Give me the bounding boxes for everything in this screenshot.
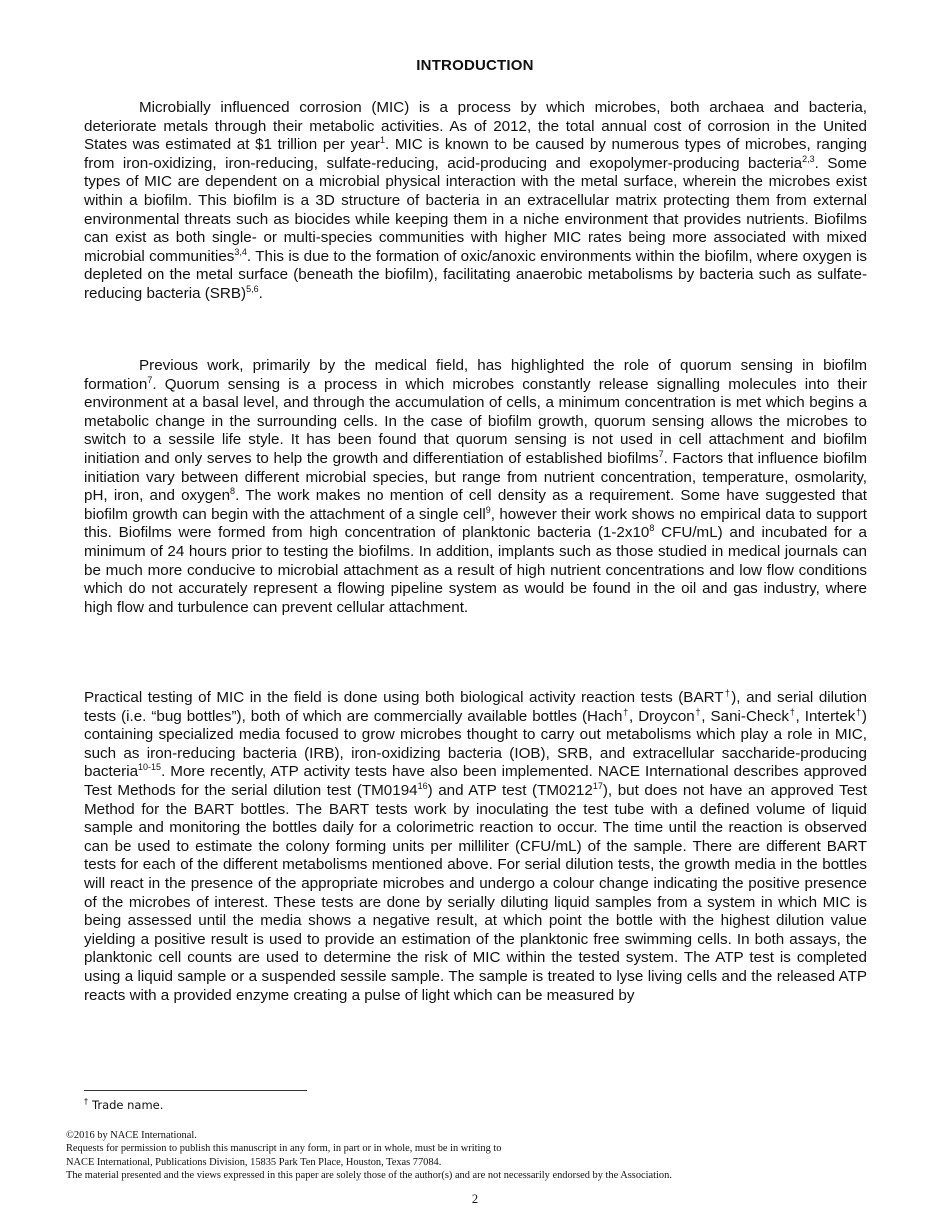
section-heading: INTRODUCTION	[416, 57, 534, 74]
footnote-mark: †	[84, 1097, 88, 1106]
footnote-text: Trade name.	[92, 1098, 164, 1112]
copyright-line: ©2016 by NACE International.	[66, 1130, 197, 1141]
citation: 7	[147, 374, 153, 385]
citation: 17	[592, 780, 603, 791]
text-span: . More recently, ATP activity tests have also been implemented. NACE International describes approved Test Methods for the serial dilution test (TM0194	[84, 763, 867, 799]
citation: 5,6	[246, 283, 259, 294]
text-span: ), and serial dilution tests (i.e. “bug bottles”), both of which are commercially available bottles (Hach	[84, 689, 867, 725]
citation: 3,4	[234, 246, 247, 257]
trademark-dagger: †	[622, 706, 629, 717]
text-span: . Factors that influence biofilm initiation vary between different microbial species, but range from nutrient concentration, temperature, osmolarity, pH, iron, and oxygen	[84, 449, 867, 505]
text-span: .	[258, 284, 263, 302]
citation: 8	[649, 523, 655, 534]
text-span: Microbially influenced corrosion (MIC) is a process by which microbes, both archaea and bacteria, deteriorate metals through their metabolic activities. As of 2012, the total annual cost of corrosion in the United States was estimated at $1 trillion per year	[84, 99, 867, 154]
text-span: , Intertek	[795, 707, 856, 725]
paragraph-quorum-sensing	[84, 357, 867, 617]
copyright-line: NACE International, Publications Division, 15835 Park Ten Place, Houston, Texas 77084.	[66, 1156, 442, 1168]
paragraph-mic-overview	[84, 99, 867, 304]
citation: 8	[230, 486, 236, 497]
text-span: , Sani-Check	[701, 707, 789, 725]
paragraph-practical-testing	[84, 689, 867, 1005]
trademark-dagger: †	[789, 706, 796, 717]
citation: 7	[658, 448, 664, 459]
text-span: . This is due to the formation of oxic/anoxic environments within the biofilm, where oxygen is depleted on the metal surface (beneath the biofilm), facilitating anaerobic metabolisms by bacteria such as sulfate-reducing bacteria (SRB)	[84, 247, 867, 302]
footnote-divider	[84, 1090, 307, 1091]
citation: 2,3	[802, 153, 815, 164]
text-span: CFU/mL) and incubated for a minimum of 24 hours prior to testing the biofilms. In addition, implants such as those studied in medical journals can be much more conducive to microbial attachment as a result of high nutrient concentrations and low flow conditions which do not accurately represent a flowing pipeline system as would be found in the oil and gas industry, where high flow and turbulence can prevent cellular attachment.	[84, 524, 867, 616]
text-span: . Some types of MIC are dependent on a microbial physical interaction with the metal surface, wherein the microbes exist within a biofilm. This biofilm is a 3D structure of bacteria in an extracellular matrix protecting them from external environmental threats such as biocides while keeping them in a niche environment that provides nutrients. Biofilms can exist as both single- or multi-species communities with higher MIC rates being more associated with mixed microbial communities	[84, 154, 868, 265]
citation: 10-15	[138, 762, 162, 773]
citation: 1	[380, 135, 386, 146]
footnote	[84, 1098, 163, 1112]
trademark-dagger: †	[855, 706, 862, 717]
trademark-dagger: †	[694, 706, 702, 717]
copyright-line: The material presented and the views expressed in this paper are solely those of the author(s) and are not necessarily endorsed by the Association.	[66, 1169, 672, 1181]
text-span: ) containing specialized media focused to grow microbes thought to carry out metabolisms which play a role in MIC, such as iron-reducing bacteria (IRB), iron-oxidizing bacteria (IOB), SRB, and extracellular saccharide-producing bacteria	[84, 707, 867, 781]
text-span: . Quorum sensing is a process in which microbes constantly release signalling molecules into their environment at a basal level, and through the accumulation of cells, a minimum concentration is met which begins a metabolic change in the surrounding cells. In the case of biofilm growth, quorum sensing allows the microbes to switch to a sessile life style. It has been found that quorum sensing is not used in cell attachment and biofilm initiation and only serves to help the growth and differentiation of established biofilms	[84, 375, 867, 467]
citation: 16	[417, 780, 428, 791]
text-span: , Droycon	[629, 707, 695, 725]
text-span: ) and ATP test (TM0212	[427, 781, 593, 799]
text-span: . The work makes no mention of cell density as a requirement. Some have suggested that biofilm growth can begin with the attachment of a single cell	[84, 487, 867, 523]
citation: 9	[485, 504, 491, 515]
text-span: Practical testing of MIC in the field is done using both biological activity reaction tests (BART	[84, 689, 724, 706]
text-span: ), but does not have an approved Test Method for the BART bottles. The BART tests work by inoculating the test tube with a defined volume of liquid sample and monitoring the bottles daily for a colorimetric reaction to occur. The time until the reaction is observed can be used to estimate the colony forming units per milliliter (CFU/mL) of the sample. There are different BART tests for each of the different metabolisms mentioned above. For serial dilution tests, the growth media in the bottles will react in the presence of the appropriate microbes and undergo a colour change indicating the positive presence of the microbes of interest. These tests are done by serially diluting liquid samples from a system in which MIC is being assessed until the media shows a negative result, at which point the bottle with the highest dilution value yielding a positive result is used to provide an estimation of the planktonic free swimming cells. In both assays, the planktonic cell counts are used to determine the risk of MIC within the tested system. The ATP test is completed using a liquid sample or a suspended sessile sample. The sample is treated to lyse living cells and the released ATP reacts with a provided enzyme creating a pulse of light which can be measured by	[84, 781, 867, 1004]
page-number: 2	[471, 1192, 479, 1206]
text-span: , however their work shows no empirical data to support this. Biofilms were formed from high concentration of planktonic bacteria (1-2x10	[84, 505, 867, 542]
text-span: . MIC is known to be caused by numerous types of microbes, ranging from iron-oxidizing, iron-reducing, sulfate-reducing, acid-producing and exopolymer-producing bacteria	[84, 136, 867, 172]
text-span: Previous work, primarily by the medical field, has highlighted the role of quorum sensing in biofilm formation	[84, 357, 867, 393]
trademark-dagger: †	[723, 688, 732, 698]
copyright-notice	[66, 1129, 886, 1182]
copyright-line: Requests for permission to publish this manuscript in any form, in part or in whole, must be in writing to	[66, 1143, 502, 1155]
